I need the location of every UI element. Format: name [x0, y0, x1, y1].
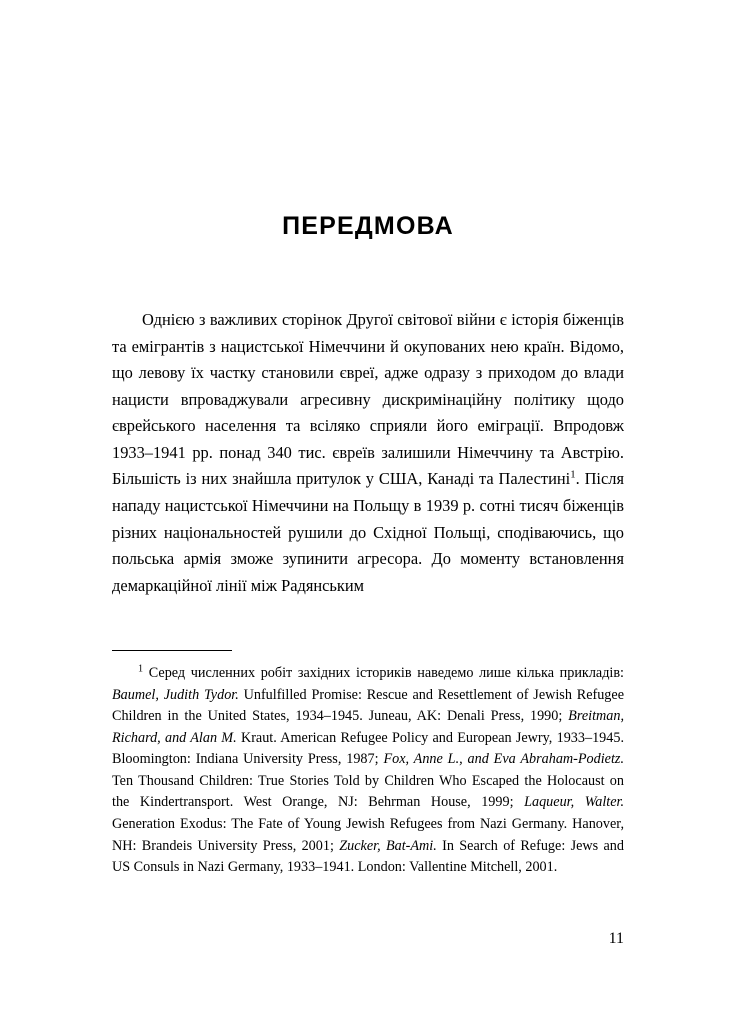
- footnote-segment-4: Ten Thousand Children: True Stories Told by Children Who Escaped the Holocaust on the Kindertransport. West Orange, NJ: Behrman House, 1999;: [112, 772, 624, 811]
- footnote-segment-2: Unfulfilled Promise: Rescue and Resettlement of Jewish Refugee Children in the United States, 1934–1945. Juneau, AK: Denali Press, 1990;: [112, 686, 624, 725]
- body-paragraph-part-2: . Після нападу нацистської Німеччини на Польщу в 1939 р. сотні тисяч біженців різних національностей рушили до Східної Польщі, сподіваючись, що польська армія зможе зупинити агресора. До моменту встановлення демаркаційної лінії між Радянським: [112, 469, 624, 595]
- footnote-separator-rule: [112, 650, 232, 651]
- page-title: ПЕРЕДМОВА: [282, 212, 454, 240]
- footnote-reference-marker: 1: [570, 469, 576, 481]
- footnote-segment-3: Kraut. American Refugee Policy and European Jewry, 1933–1945. Bloomington: Indiana University Press, 1987;: [112, 729, 624, 768]
- footnote-citation-4: Laqueur, Walter.: [524, 794, 624, 811]
- footnote-segment-1: Серед численних робіт західних істориків наведемо лише кілька прикладів:: [148, 665, 624, 681]
- body-paragraph: [112, 241, 624, 599]
- footnote-citation-1: Baumel, Judith Tydor.: [112, 686, 239, 703]
- footnote-marker: 1: [138, 663, 144, 675]
- footnote-citation-5: Zucker, Bat-Ami.: [339, 837, 437, 854]
- footnote-citation-3: Fox, Anne L., and Eva Abraham-Podietz.: [383, 751, 624, 768]
- footnote-citation-2: Breitman, Richard, and Alan M.: [112, 708, 624, 746]
- footnote-segment-5: Generation Exodus: The Fate of Young Jewish Refugees from Nazi Germany. Hanover, NH: Brandeis University Press, 2001;: [112, 816, 624, 854]
- footnote-block: [112, 650, 624, 879]
- footnote-text: [112, 663, 624, 879]
- page-number: 11: [608, 930, 624, 947]
- body-paragraph-part-1: Однією з важливих сторінок Другої світової війни є історія біженців та емігрантів з нацистської Німеччини й окупованих нею країн. Відомо, що левову їх частку становили євреї, адже одразу з приходом до влади нацисти впроваджували агресивну дискримінаційну політику щодо єврейського населення та всіляко сприяли його еміграції. Впродовж 1933–1941 рр. понад 340 тис. євреїв залишили Німеччину та Австрію. Більшість із них знайшла притулок у США, Канаді та Палестині: [112, 310, 624, 489]
- footnote-segment-6: In Search of Refuge: Jews and US Consuls in Nazi Germany, 1933–1941. London: Vallentine Mitchell, 2001.: [112, 837, 624, 876]
